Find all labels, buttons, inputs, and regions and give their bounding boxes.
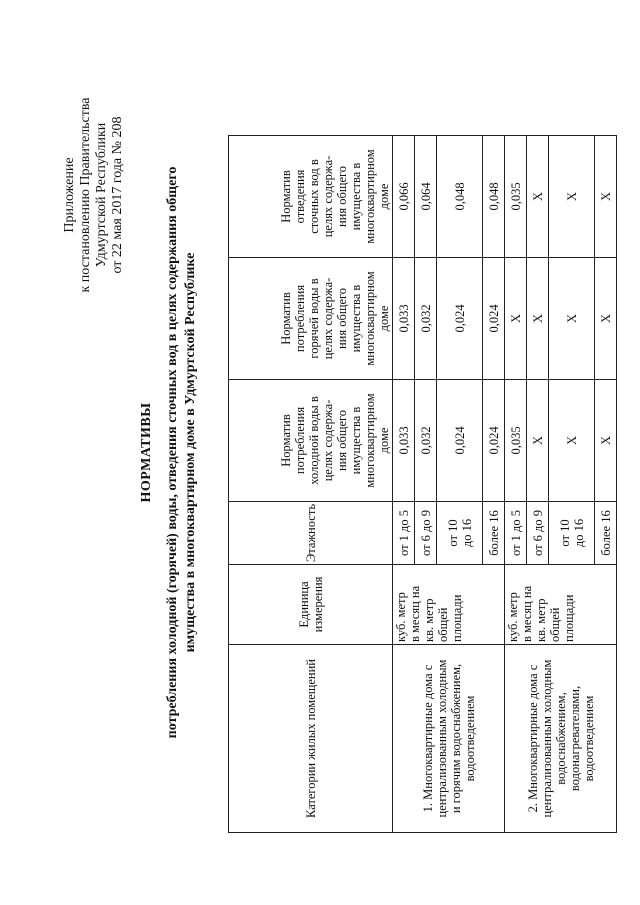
- document-title: [138, 0, 200, 905]
- hot-value-cell: Х: [549, 257, 595, 379]
- hot-value-cell: 0,024: [483, 257, 505, 379]
- hot-value-cell: Х: [527, 257, 549, 379]
- header-unit: [229, 565, 393, 645]
- unit-line: общей: [548, 607, 562, 642]
- table-row: [505, 135, 527, 832]
- cold-value-cell: 0,035: [505, 379, 527, 501]
- header-floors-text: Этажность: [303, 503, 318, 562]
- header-sewage-line: Норматив: [279, 170, 293, 223]
- header-unit-line: измерения: [310, 576, 325, 633]
- header-sewage-line: ния общего: [335, 165, 349, 228]
- header-cold-line: потребления: [293, 406, 307, 475]
- unit-line: площади: [450, 594, 464, 642]
- header-category: [229, 645, 393, 833]
- floors-cell: [505, 501, 527, 564]
- sewage-value-cell: Х: [527, 135, 549, 257]
- header-sewage-line: сточных вод в: [307, 159, 321, 234]
- sewage-value-cell: 0,048: [437, 135, 483, 257]
- category-line: водоотведением: [581, 695, 596, 782]
- header-sewage-line: отведения: [293, 169, 307, 224]
- floors-cell: [437, 501, 483, 564]
- cold-value-cell: Х: [527, 379, 549, 501]
- title-line: потребления холодной (горячей) воды, отведения сточных вод в целях содержания общего: [165, 166, 180, 739]
- floors-cell: [595, 501, 617, 564]
- hot-value-cell: 0,024: [437, 257, 483, 379]
- floors-cell: [393, 501, 415, 564]
- unit-line: в месяц на: [408, 585, 422, 642]
- cold-value-cell: 0,033: [393, 379, 415, 501]
- category-line: и горячим водоснабжением,: [448, 663, 463, 814]
- floors-line: от 6 до 9: [418, 509, 433, 557]
- header-hot-line: потребления: [293, 284, 307, 353]
- header-unit-line: Единица: [296, 581, 311, 628]
- hot-value-cell: 0,033: [393, 257, 415, 379]
- title-line: имущества в многоквартирном доме в Удмуртской Республике: [183, 252, 198, 653]
- category-line: водоснабжением,: [553, 692, 568, 785]
- floors-line: от 10: [557, 519, 572, 547]
- sewage-value-cell: Х: [549, 135, 595, 257]
- header-cold-line: Норматив: [279, 414, 293, 467]
- category-line: централизованным холодным: [539, 659, 554, 818]
- unit-line: площади: [562, 594, 576, 642]
- floors-cell: [527, 501, 549, 564]
- appendix-line: к постановлению Правительства: [78, 97, 93, 293]
- header-sewage-line: имущества в: [349, 162, 363, 231]
- floors-line: до 16: [459, 518, 474, 548]
- unit-cell: [393, 565, 505, 645]
- norms-table: [228, 135, 617, 833]
- header-hot-line: имущества в: [349, 284, 363, 353]
- header-hot-line: многоквартирном: [363, 271, 377, 366]
- appendix-block: [62, 5, 126, 385]
- appendix-line: Приложение: [62, 157, 77, 233]
- appendix-line: от 22 мая 2017 года № 208: [110, 116, 125, 274]
- floors-cell: [415, 501, 437, 564]
- category-line: централизованным холодным: [434, 659, 449, 818]
- header-hot-line: доме: [377, 305, 391, 332]
- header-floors: [229, 501, 393, 564]
- category-line: 1. Многоквартирные дома с: [420, 664, 435, 813]
- category-cell: [393, 645, 505, 833]
- table-row: [393, 135, 415, 832]
- cold-value-cell: 0,024: [483, 379, 505, 501]
- header-hot-line: ния общего: [335, 287, 349, 350]
- floors-line: более 16: [486, 510, 501, 556]
- header-hot: [229, 257, 393, 379]
- header-category-text: Категории жилых помещений: [303, 659, 318, 818]
- category-line: водонагревателями,: [567, 685, 582, 792]
- hot-value-cell: Х: [595, 257, 617, 379]
- category-cell: [505, 645, 617, 833]
- sewage-value-cell: 0,035: [505, 135, 527, 257]
- cold-value-cell: 0,024: [437, 379, 483, 501]
- header-cold-line: имущества в: [349, 406, 363, 475]
- header-sewage-line: целях содержа-: [321, 155, 335, 238]
- category-line: водоотведением: [462, 695, 477, 782]
- header-hot-line: горячей воды в: [307, 278, 321, 359]
- header-cold-line: многоквартирном: [363, 393, 377, 488]
- cold-value-cell: Х: [549, 379, 595, 501]
- header-cold-line: доме: [377, 427, 391, 454]
- header-cold-line: целях содержа-: [321, 399, 335, 482]
- unit-line: кв. метр: [534, 598, 548, 642]
- hot-value-cell: 0,032: [415, 257, 437, 379]
- unit-line: куб. метр: [506, 592, 520, 642]
- header-cold: [229, 379, 393, 501]
- hot-value-cell: Х: [505, 257, 527, 379]
- header-sewage-line: доме: [377, 183, 391, 210]
- floors-cell: [483, 501, 505, 564]
- unit-line: кв. метр: [422, 598, 436, 642]
- floors-line: от 6 до 9: [530, 509, 545, 557]
- header-cold-line: холодной воды в: [307, 396, 321, 485]
- floors-cell: [549, 501, 595, 564]
- sewage-value-cell: 0,048: [483, 135, 505, 257]
- category-line: 2. Многоквартирные дома с: [525, 664, 540, 813]
- norms-table-body: [229, 135, 617, 832]
- floors-line: до 16: [571, 518, 586, 548]
- floors-line: более 16: [598, 510, 613, 556]
- sewage-value-cell: 0,064: [415, 135, 437, 257]
- floors-line: от 1 до 5: [396, 509, 411, 557]
- unit-cell: [505, 565, 617, 645]
- title-heading: НОРМАТИВЫ: [139, 402, 154, 503]
- header-row: [229, 135, 393, 832]
- header-cold-line: ния общего: [335, 409, 349, 472]
- cold-value-cell: Х: [595, 379, 617, 501]
- header-sewage-line: многоквартирном: [363, 149, 377, 244]
- appendix-line: Удмуртской Республики: [94, 122, 109, 268]
- header-sewage: [229, 135, 393, 257]
- floors-line: от 10: [445, 519, 460, 547]
- unit-line: общей: [436, 607, 450, 642]
- unit-line: в месяц на: [520, 585, 534, 642]
- floors-line: от 1 до 5: [508, 509, 523, 557]
- header-hot-line: Норматив: [279, 292, 293, 345]
- header-hot-line: целях содержа-: [321, 277, 335, 360]
- sewage-value-cell: Х: [595, 135, 617, 257]
- cold-value-cell: 0,032: [415, 379, 437, 501]
- unit-line: куб. метр: [394, 592, 408, 642]
- sewage-value-cell: 0,066: [393, 135, 415, 257]
